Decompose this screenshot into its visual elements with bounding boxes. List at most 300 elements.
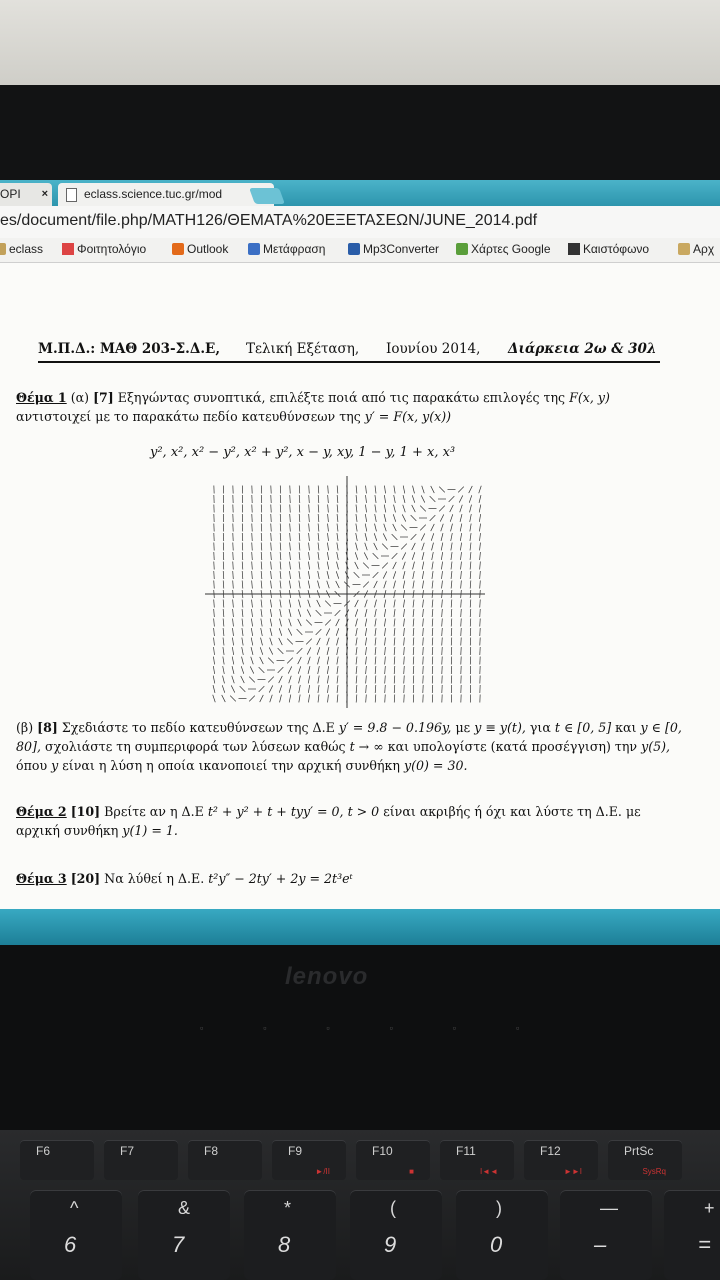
slope-segment: [404, 647, 405, 655]
slope-segment: [288, 666, 292, 673]
slope-segment: [356, 533, 358, 541]
bookmark-translate[interactable]: Μετάφραση: [248, 242, 325, 256]
slope-segment: [307, 609, 311, 616]
slope-segment: [469, 495, 472, 503]
slope-segment: [317, 647, 320, 655]
slope-segment: [479, 495, 481, 503]
slope-segment: [327, 552, 328, 560]
slope-segment: [394, 647, 395, 655]
slope-segment: [442, 609, 443, 617]
slope-segment: [252, 562, 253, 570]
browser-tab-2[interactable]: [58, 183, 274, 206]
slope-segment: [430, 515, 436, 521]
slope-segment: [318, 495, 319, 503]
bookmark-mp3converter[interactable]: Mp3Converter: [348, 242, 439, 256]
slope-segment: [297, 629, 303, 635]
slope-segment: [374, 533, 377, 541]
slope-segment: [213, 657, 214, 665]
slope-segment: [366, 647, 367, 655]
slope-segment: [308, 581, 310, 589]
key-f10[interactable]: F10 ■: [356, 1140, 430, 1180]
slope-segment: [394, 619, 395, 627]
slope-segment: [461, 562, 462, 570]
slope-segment: [252, 543, 253, 551]
slope-segment: [298, 657, 302, 664]
slope-segment: [318, 505, 319, 513]
slope-segment: [356, 647, 357, 655]
address-bar[interactable]: [0, 206, 720, 238]
slope-segment: [242, 638, 243, 646]
slope-segment: [213, 695, 216, 703]
slope-segment: [404, 609, 405, 617]
slope-segment: [271, 581, 272, 589]
slope-segment: [308, 562, 309, 570]
slope-segment: [375, 514, 377, 522]
course-code: Μ.Π.Δ.: ΜΑΘ 203-Σ.Δ.Ε,: [38, 341, 221, 357]
slope-segment: [251, 638, 253, 646]
key-9[interactable]: ( 9: [350, 1190, 442, 1280]
slope-segment: [318, 533, 319, 541]
slope-segment: [223, 609, 224, 617]
slope-segment: [299, 562, 300, 570]
slope-segment: [459, 495, 463, 502]
slope-segment: [384, 505, 386, 513]
slope-segment: [430, 496, 436, 502]
slope-segment: [461, 590, 462, 598]
slope-segment: [442, 619, 443, 627]
slope-segment: [423, 647, 424, 655]
slope-segment: [223, 590, 224, 598]
browser-tab-1[interactable]: [0, 183, 52, 206]
slope-segment: [242, 581, 243, 589]
slope-segment: [223, 600, 224, 608]
slope-segment: [214, 581, 215, 589]
slope-segment: [375, 628, 376, 636]
slope-segment: [403, 581, 405, 589]
slope-segment: [223, 657, 224, 665]
slope-segment: [230, 696, 236, 702]
slope-segment: [451, 619, 452, 627]
slope-segment: [413, 619, 414, 627]
slope-segment: [270, 600, 271, 608]
slope-segment: [336, 581, 340, 588]
slope-segment: [480, 552, 481, 560]
slope-segment: [327, 571, 329, 579]
slope-segment: [392, 534, 398, 540]
slope-segment: [431, 486, 435, 493]
slope-segment: [412, 495, 415, 503]
slope-segment: [423, 657, 424, 665]
slope-segment: [392, 553, 398, 559]
slope-segment: [432, 600, 433, 608]
slope-segment: [356, 619, 358, 627]
slope-segment: [480, 581, 481, 589]
slope-segment: [223, 666, 225, 674]
slope-segment: [223, 676, 225, 684]
slope-segment: [480, 590, 481, 598]
translate-icon: [248, 243, 260, 255]
slope-segment: [280, 695, 282, 703]
slope-segment: [385, 628, 386, 636]
flag-icon: [0, 243, 6, 255]
slope-segment: [278, 667, 284, 673]
slope-segment: [412, 505, 416, 512]
slope-segment: [271, 562, 272, 570]
slope-segment: [308, 685, 309, 693]
slope-segment: [442, 628, 443, 636]
slope-segment: [413, 647, 414, 655]
slope-segment: [375, 647, 376, 655]
key-prtsc[interactable]: PrtSc SysRq: [608, 1140, 682, 1180]
slope-segment: [252, 590, 253, 598]
slope-segment: [251, 619, 252, 627]
slope-segment: [366, 685, 367, 693]
video-icon: [568, 243, 580, 255]
slope-segment: [307, 647, 311, 654]
question-label: Θέμα 3: [16, 871, 67, 886]
slope-segment: [421, 533, 425, 540]
slope-segment: [365, 628, 366, 636]
slope-segment: [242, 571, 243, 579]
question-1a: Θέμα 1 (α) [7] Εξηγώντας συνοπτικά, επιλέξτε ποιά από τις παρακάτω επιλογές της F(x, y) αντιστοιχεί με το παρακάτω πεδίο κατευθύνσεων της y′ = F(x, y(x)): [16, 390, 610, 424]
bookmark-outlook[interactable]: Outlook: [172, 242, 228, 256]
key-0[interactable]: ) 0: [456, 1190, 548, 1280]
slope-segment: [271, 552, 272, 560]
slope-segment: [280, 581, 281, 589]
slope-segment: [479, 486, 482, 494]
slope-segment: [470, 543, 471, 551]
slope-segment: [328, 486, 329, 494]
slope-segment: [432, 552, 434, 560]
bookmark-maps[interactable]: Χάρτες Google: [456, 242, 551, 256]
slope-segment: [242, 562, 243, 570]
key-f11[interactable]: F11 I◄◄: [440, 1140, 514, 1180]
slope-segment: [403, 505, 406, 513]
slope-segment: [260, 695, 264, 702]
slope-segment: [268, 658, 274, 664]
slope-segment: [337, 657, 338, 665]
background-wall: [0, 0, 720, 85]
slope-segment: [461, 552, 462, 560]
slope-segment: [365, 619, 367, 627]
slope-segment: [404, 676, 405, 684]
slope-segment: [298, 609, 301, 617]
slope-segment: [354, 572, 360, 578]
slope-segment: [411, 534, 417, 540]
slope-segment: [271, 590, 272, 598]
new-tab-button[interactable]: [249, 188, 285, 204]
slope-segment: [336, 628, 339, 636]
slope-segment: [328, 514, 329, 522]
slope-segment: [309, 495, 310, 503]
slope-segment: [327, 543, 328, 551]
slope-segment: [261, 590, 262, 598]
slope-segment: [401, 544, 407, 550]
tab-label: OPI: [0, 187, 21, 201]
slope-segment: [450, 514, 453, 522]
slope-segment: [289, 685, 291, 693]
slope-segment: [394, 657, 395, 665]
slope-segment: [261, 581, 262, 589]
slope-segment: [223, 619, 224, 627]
slope-segment: [480, 562, 481, 570]
slope-segment: [270, 628, 272, 636]
slope-segment: [413, 600, 414, 608]
slope-segment: [384, 619, 385, 627]
slope-segment: [308, 666, 310, 674]
slope-segment: [384, 581, 387, 589]
brand-logo: lenovo: [285, 963, 369, 990]
slope-segment: [422, 486, 425, 494]
slope-segment: [451, 628, 452, 636]
slope-segment: [356, 657, 357, 665]
bookmark-eclass[interactable]: eclass: [0, 242, 43, 256]
outlook-icon: [172, 243, 184, 255]
slope-segment: [432, 562, 433, 570]
slope-segment: [261, 571, 262, 579]
function-choices: y², x², x² − y², x² + y², x − y, xy, 1 − y, 1 + x, x³: [150, 445, 456, 460]
slope-segment: [422, 562, 424, 570]
url-text: es/document/file.php/MATH126/ΘΕΜΑΤΑ%20ΕΞΕΤΑΣΕΩΝ/JUNE_2014.pdf: [0, 212, 538, 229]
slope-segment: [470, 590, 471, 598]
slope-segment: [441, 543, 443, 551]
slope-segment: [335, 610, 341, 616]
slope-segment: [242, 647, 244, 655]
slope-segment: [451, 543, 452, 551]
slope-segment: [261, 619, 262, 627]
slope-segment: [280, 609, 282, 617]
slope-segment: [261, 600, 262, 608]
slope-segment: [222, 685, 225, 693]
slope-segment: [442, 638, 443, 646]
slope-segment: [261, 543, 262, 551]
slope-segment: [404, 628, 405, 636]
bookmark-archive[interactable]: Αρχ: [678, 242, 714, 256]
slope-segment: [271, 533, 272, 541]
question-2: Θέμα 2 [10] Βρείτε αν η Δ.Ε t² + y² + t + tyy′ = 0, t > 0 είναι ακριβής ή όχι και λύστε τη Δ.Ε. με αρχική συνθήκη y(1) = 1.: [16, 804, 641, 838]
slope-segment: [287, 658, 293, 664]
key-f6[interactable]: F6: [20, 1140, 94, 1180]
key-f8[interactable]: F8: [188, 1140, 262, 1180]
slope-segment: [470, 600, 471, 608]
slope-segment: [385, 676, 386, 684]
slope-segment: [213, 685, 215, 693]
slope-segment: [355, 562, 359, 569]
slope-segment: [318, 571, 320, 579]
slope-segment: [356, 543, 358, 551]
slope-segment: [309, 543, 310, 551]
slope-segment: [252, 552, 253, 560]
key-7[interactable]: & 7: [138, 1190, 230, 1280]
slope-segment: [213, 666, 214, 674]
slope-segment: [223, 647, 224, 655]
slope-segment: [394, 666, 395, 674]
slope-segment: [432, 619, 433, 627]
slope-segment: [242, 609, 243, 617]
slope-segment: [394, 495, 396, 503]
slope-segment: [365, 609, 367, 617]
slope-segment: [403, 562, 406, 570]
slope-segment: [431, 533, 434, 541]
slope-segment: [479, 505, 481, 513]
slope-segment: [299, 543, 300, 551]
slope-segment: [288, 628, 292, 635]
slope-segment: [337, 676, 338, 684]
slope-segment: [382, 563, 388, 569]
slope-segment: [460, 514, 462, 522]
slope-segment: [280, 619, 282, 627]
slope-segment: [309, 524, 310, 532]
status-leds: ▫▫▫▫▫▫: [200, 1023, 580, 1033]
slope-segment: [375, 695, 376, 703]
slope-segment: [318, 666, 320, 674]
slope-segment: [421, 495, 425, 502]
slope-segment: [259, 686, 265, 692]
slope-segment: [271, 524, 272, 532]
slope-segment: [375, 609, 377, 617]
pdf-page: [0, 263, 720, 909]
slope-segment: [289, 676, 292, 684]
slope-segment: [432, 543, 434, 551]
slope-segment: [261, 533, 262, 541]
slope-segment: [461, 571, 462, 579]
slope-segment: [460, 505, 463, 513]
slope-segment: [327, 647, 329, 655]
slope-segment: [374, 543, 378, 550]
slope-segment: [394, 505, 396, 513]
close-icon[interactable]: ×: [41, 188, 48, 200]
slope-segment: [299, 685, 301, 693]
slope-segment: [356, 505, 357, 513]
slope-segment: [394, 600, 395, 608]
slope-segment: [480, 600, 481, 608]
slope-segment: [375, 505, 376, 513]
slope-segment: [280, 533, 281, 541]
slope-segment: [356, 486, 357, 494]
bookmark-gmail[interactable]: Φοιτητολόγιο: [62, 242, 146, 256]
slope-segment: [289, 581, 290, 589]
slope-segment: [223, 628, 224, 636]
slope-segment: [356, 524, 357, 532]
bookmark-video[interactable]: Καιστόφωνο: [568, 242, 649, 256]
slope-segment: [299, 676, 301, 684]
slope-segment: [337, 533, 338, 541]
slope-segment: [279, 638, 283, 645]
slope-segment: [479, 514, 480, 522]
slope-segment: [318, 562, 319, 570]
slope-segment: [318, 552, 319, 560]
slope-segment: [420, 525, 426, 531]
slope-segment: [336, 619, 340, 626]
slope-segment: [316, 629, 322, 635]
slope-segment: [318, 514, 319, 522]
slope-segment: [280, 552, 281, 560]
slope-segment: [385, 685, 386, 693]
slope-segment: [394, 609, 395, 617]
slope-segment: [298, 666, 301, 674]
slope-segment: [432, 628, 433, 636]
slope-segment: [261, 609, 262, 617]
slope-segment: [214, 590, 215, 598]
slope-segment: [365, 505, 366, 513]
slope-segment: [449, 496, 455, 502]
question-label: Θέμα 1: [16, 390, 67, 405]
slope-segment: [337, 552, 339, 560]
slope-segment: [394, 628, 395, 636]
slope-segment: [355, 552, 358, 560]
key-f9[interactable]: F9 ►/II: [272, 1140, 346, 1180]
slope-segment: [328, 495, 329, 503]
slope-segment: [413, 486, 415, 494]
slope-segment: [308, 571, 309, 579]
slope-segment: [249, 677, 255, 683]
slope-segment: [394, 581, 396, 589]
slope-segment: [261, 552, 262, 560]
slope-segment: [299, 514, 300, 522]
slope-segment: [328, 505, 329, 513]
key-8[interactable]: * 8: [244, 1190, 336, 1280]
key-equals[interactable]: + =: [664, 1190, 720, 1280]
slope-segment: [252, 609, 253, 617]
key-f7[interactable]: F7: [104, 1140, 178, 1180]
key-6[interactable]: ^ 6: [30, 1190, 122, 1280]
slope-segment: [365, 600, 368, 608]
slope-segment: [413, 581, 414, 589]
key-minus[interactable]: — –: [560, 1190, 652, 1280]
slope-segment: [240, 686, 246, 692]
slope-segment: [318, 581, 320, 589]
slope-segment: [337, 562, 339, 570]
slope-segment: [325, 620, 331, 626]
slope-segment: [366, 695, 367, 703]
slope-segment: [242, 590, 243, 598]
slope-segment: [374, 581, 378, 588]
slope-segment: [290, 543, 291, 551]
slope-segment: [261, 638, 263, 646]
slope-segment: [470, 524, 471, 532]
screen-bezel-bottom: [0, 945, 720, 1130]
slope-segment: [423, 619, 424, 627]
slope-segment: [355, 600, 359, 607]
slope-segment: [355, 609, 358, 617]
slope-segment: [365, 533, 367, 541]
slope-segment: [280, 571, 281, 579]
slope-segment: [279, 628, 282, 636]
key-f12[interactable]: F12 ►►I: [524, 1140, 598, 1180]
slope-segment: [299, 552, 300, 560]
slope-segment: [299, 505, 300, 513]
slope-segment: [337, 666, 338, 674]
slope-segment: [289, 695, 291, 703]
slope-segment: [318, 543, 319, 551]
slope-segment: [270, 638, 273, 646]
slope-segment: [441, 562, 442, 570]
slope-segment: [394, 486, 395, 494]
slope-segment: [232, 657, 234, 665]
slope-segment: [317, 600, 321, 607]
slope-segment: [411, 515, 417, 521]
slope-segment: [325, 601, 331, 607]
slope-segment: [470, 552, 471, 560]
page-icon: [66, 188, 77, 202]
slope-segment: [366, 676, 367, 684]
slope-segment: [423, 628, 424, 636]
slope-segment: [337, 695, 338, 703]
bookmarks-bar: [0, 238, 720, 263]
slope-segment: [242, 619, 243, 627]
slope-segment: [316, 610, 322, 616]
slope-segment: [423, 638, 424, 646]
